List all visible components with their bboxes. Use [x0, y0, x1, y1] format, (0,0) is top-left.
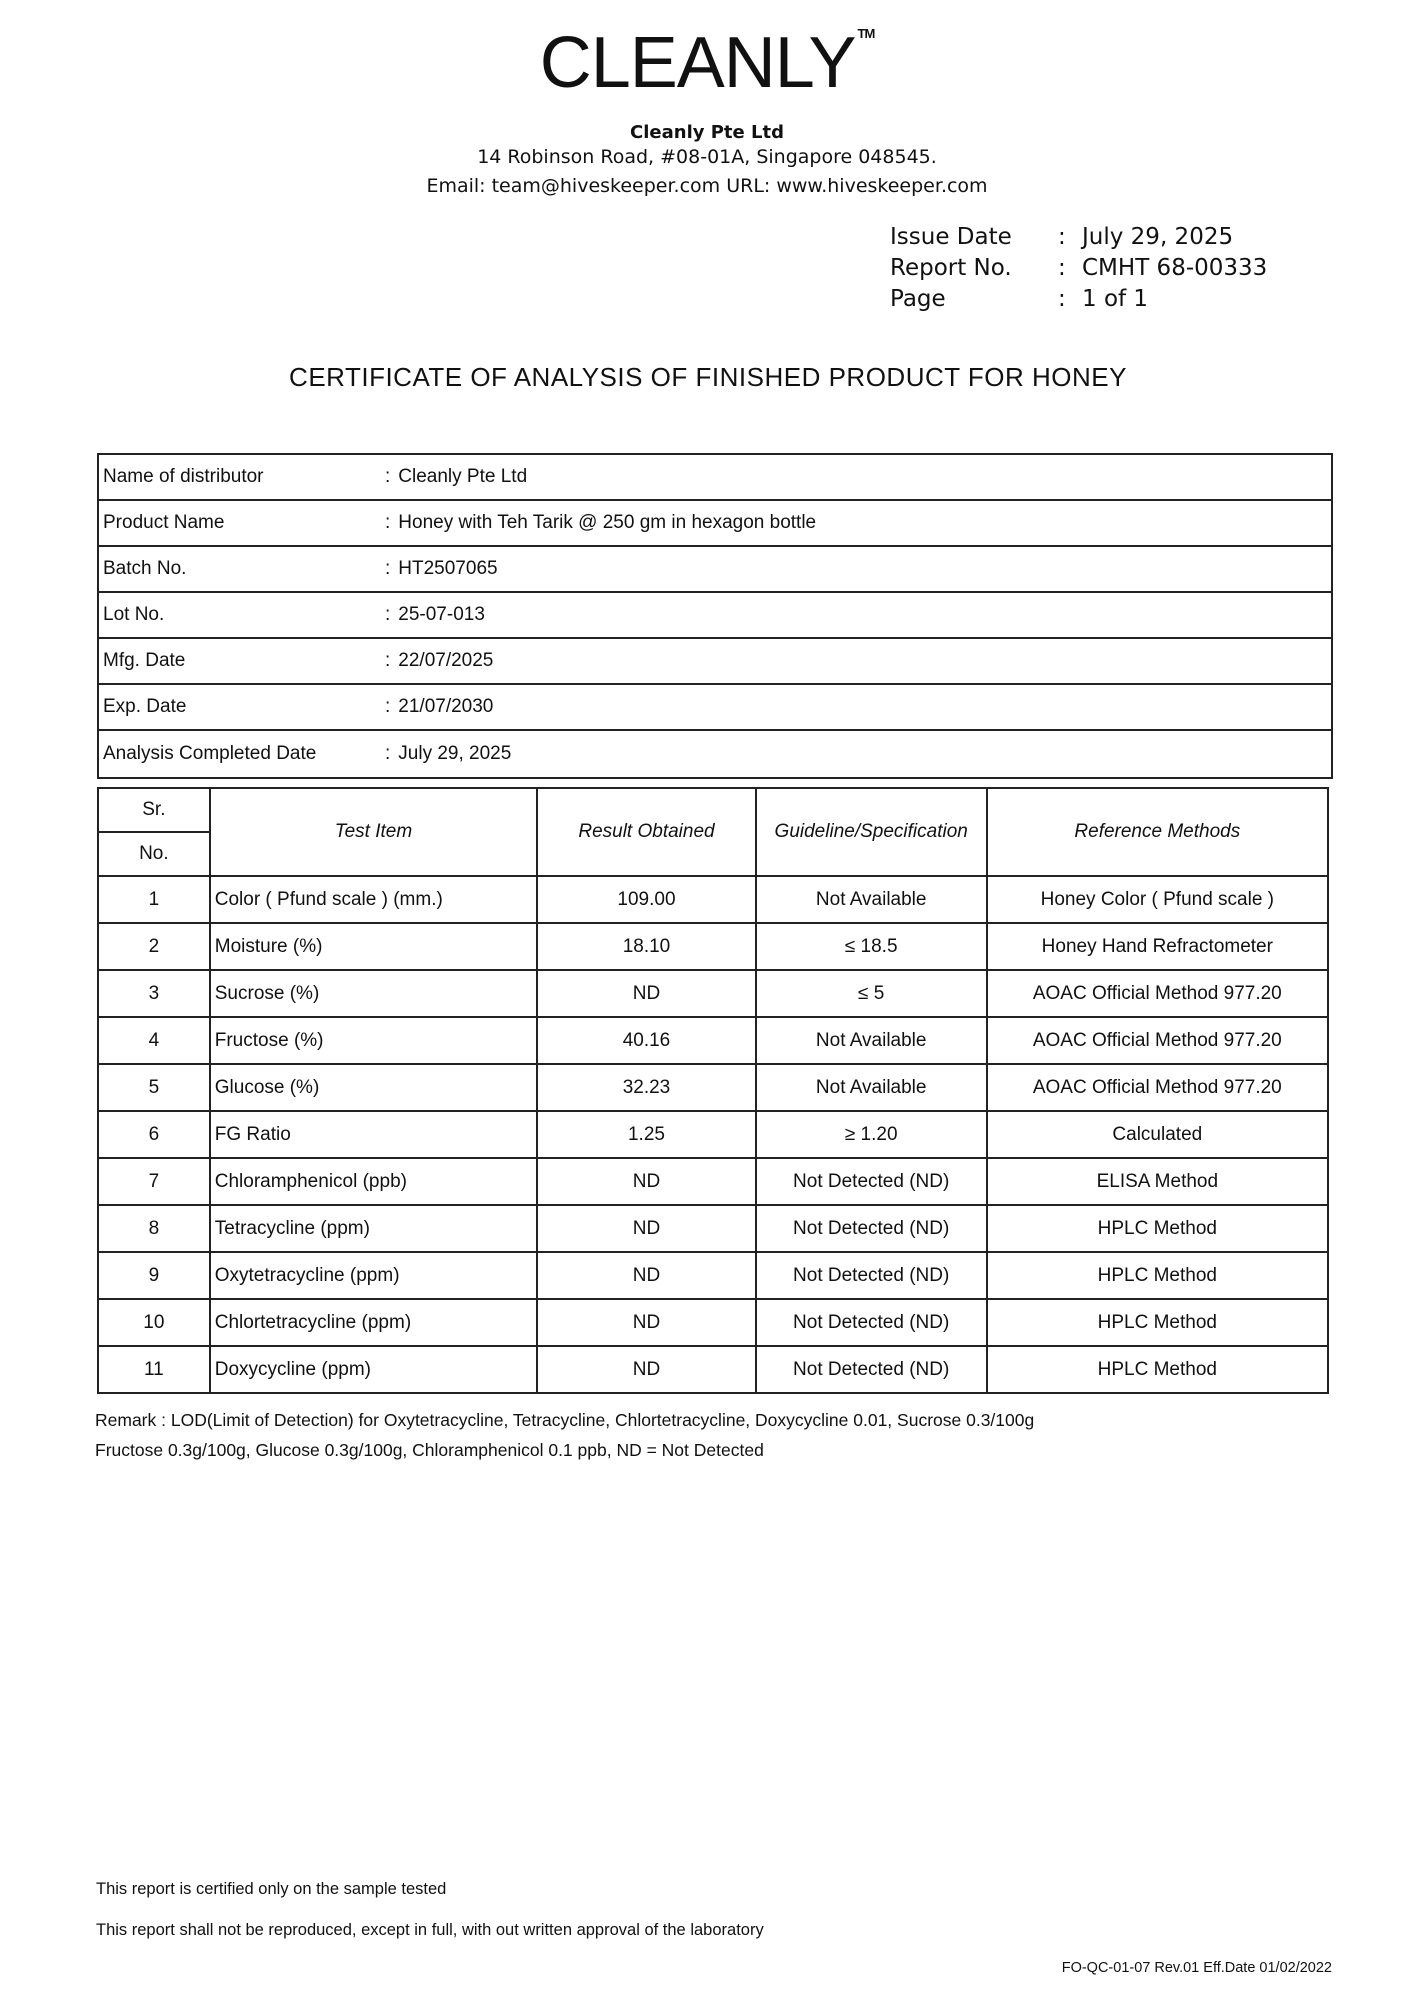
table-header-row [98, 788, 1328, 832]
header-test-item: Test Item [210, 788, 537, 876]
cell-guideline: Not Available [756, 876, 987, 923]
table-row [98, 1346, 1328, 1393]
table-row [98, 1064, 1328, 1111]
remark-line-1: Remark : LOD(Limit of Detection) for Oxytetracycline, Tetracycline, Chlortetracycline, Doxycycline 0.01, Sucrose 0.3/100g [95, 1410, 1035, 1430]
cell-method: Honey Hand Refractometer [987, 923, 1328, 970]
cell-sr: 10 [98, 1299, 210, 1346]
form-code: FO-QC-01-07 Rev.01 Eff.Date 01/02/2022 [1061, 1960, 1332, 1976]
info-row-mfg-date: Mfg. Date : 22/07/2025 [99, 639, 1331, 685]
cell-guideline: ≤ 5 [756, 970, 987, 1017]
meta-value: July 29, 2025 [1082, 224, 1234, 250]
cell-method: AOAC Official Method 977.20 [987, 1064, 1328, 1111]
cell-result: ND [537, 1252, 756, 1299]
cell-result: 40.16 [537, 1017, 756, 1064]
cell-result: 109.00 [537, 876, 756, 923]
cell-guideline: Not Available [756, 1064, 987, 1111]
cell-method: Honey Color ( Pfund scale ) [987, 876, 1328, 923]
cell-result: 18.10 [537, 923, 756, 970]
table-row [98, 1017, 1328, 1064]
info-row-lot-no: Lot No. : 25-07-013 [99, 593, 1331, 639]
cell-guideline: Not Detected (ND) [756, 1158, 987, 1205]
cell-sr: 8 [98, 1205, 210, 1252]
company-logo [0, 22, 1414, 104]
cell-sr: 7 [98, 1158, 210, 1205]
header-result: Result Obtained [537, 788, 756, 876]
header-sr: Sr. [98, 788, 210, 832]
table-row [98, 1252, 1328, 1299]
cell-item: Chlortetracycline (ppm) [210, 1299, 537, 1346]
cell-guideline: Not Detected (ND) [756, 1252, 987, 1299]
footer-certification-note: This report is certified only on the sample tested [96, 1880, 447, 1898]
cell-sr: 9 [98, 1252, 210, 1299]
document-title: CERTIFICATE OF ANALYSIS OF FINISHED PRODUCT FOR HONEY [289, 362, 1127, 392]
meta-label: Issue Date [890, 224, 1012, 250]
company-contact: Email: team@hiveskeeper.com URL: www.hiveskeeper.com [426, 175, 988, 197]
cell-result: ND [537, 1346, 756, 1393]
info-value: 25-07-013 [398, 604, 485, 625]
cell-result: 32.23 [537, 1064, 756, 1111]
table-row [98, 970, 1328, 1017]
info-label: Lot No. [103, 604, 165, 625]
footer-reproduction-note: This report shall not be reproduced, except in full, with out written approval of the laboratory [96, 1921, 764, 1939]
info-label: Analysis Completed Date [103, 743, 317, 764]
cell-sr: 1 [98, 876, 210, 923]
meta-value: CMHT 68-00333 [1082, 255, 1268, 281]
cell-method: AOAC Official Method 977.20 [987, 970, 1328, 1017]
meta-page: Page : 1 of 1 [890, 284, 1267, 315]
info-row-analysis-date: Analysis Completed Date : July 29, 2025 [99, 731, 1331, 777]
cell-guideline: Not Detected (ND) [756, 1346, 987, 1393]
header-method: Reference Methods [987, 788, 1328, 876]
meta-report-no: Report No. : CMHT 68-00333 [890, 253, 1267, 284]
info-value: July 29, 2025 [398, 743, 512, 764]
cell-sr: 2 [98, 923, 210, 970]
cell-sr: 6 [98, 1111, 210, 1158]
cell-guideline: Not Available [756, 1017, 987, 1064]
remark-line-2: Fructose 0.3g/100g, Glucose 0.3g/100g, Chloramphenicol 0.1 ppb, ND = Not Detected [95, 1440, 764, 1460]
table-row [98, 1299, 1328, 1346]
table-row [98, 1158, 1328, 1205]
company-name: Cleanly Pte Ltd [630, 122, 784, 143]
table-row [98, 876, 1328, 923]
cell-result: ND [537, 1299, 756, 1346]
cell-method: HPLC Method [987, 1346, 1328, 1393]
cell-item: Color ( Pfund scale ) (mm.) [210, 876, 537, 923]
cell-method: Calculated [987, 1111, 1328, 1158]
cell-item: Sucrose (%) [210, 970, 537, 1017]
cell-item: Glucose (%) [210, 1064, 537, 1111]
cell-result: ND [537, 1205, 756, 1252]
report-meta [890, 222, 1267, 315]
info-label: Name of distributor [103, 466, 264, 487]
info-label: Batch No. [103, 558, 187, 579]
cell-method: HPLC Method [987, 1252, 1328, 1299]
cell-sr: 4 [98, 1017, 210, 1064]
cell-guideline: Not Detected (ND) [756, 1299, 987, 1346]
info-label: Product Name [103, 512, 225, 533]
cell-sr: 3 [98, 970, 210, 1017]
cell-item: Moisture (%) [210, 923, 537, 970]
info-row-product-name: Product Name : Honey with Teh Tarik @ 250 gm in hexagon bottle [99, 501, 1331, 547]
cell-result: ND [537, 1158, 756, 1205]
info-value: Honey with Teh Tarik @ 250 gm in hexagon bottle [398, 512, 817, 533]
cell-method: ELISA Method [987, 1158, 1328, 1205]
cell-item: FG Ratio [210, 1111, 537, 1158]
info-value: Cleanly Pte Ltd [398, 466, 528, 487]
meta-issue-date: Issue Date : July 29, 2025 [890, 222, 1267, 253]
cell-result: ND [537, 970, 756, 1017]
cell-method: HPLC Method [987, 1299, 1328, 1346]
cell-item: Oxytetracycline (ppm) [210, 1252, 537, 1299]
cell-item: Chloramphenicol (ppb) [210, 1158, 537, 1205]
info-value: 22/07/2025 [398, 650, 494, 671]
cell-item: Fructose (%) [210, 1017, 537, 1064]
test-results-table [97, 787, 1329, 1394]
company-address: 14 Robinson Road, #08-01A, Singapore 048545. [477, 146, 937, 168]
meta-value: 1 of 1 [1082, 286, 1149, 312]
meta-label: Report No. [890, 255, 1012, 281]
cell-method: HPLC Method [987, 1205, 1328, 1252]
cell-item: Tetracycline (ppm) [210, 1205, 537, 1252]
header-guideline: Guideline/Specification [756, 788, 987, 876]
cell-guideline: ≥ 1.20 [756, 1111, 987, 1158]
table-row [98, 1111, 1328, 1158]
cell-result: 1.25 [537, 1111, 756, 1158]
logo-text: CLEANLY [539, 23, 856, 103]
cell-method: AOAC Official Method 977.20 [987, 1017, 1328, 1064]
cell-guideline: Not Detected (ND) [756, 1205, 987, 1252]
header-no: No. [98, 832, 210, 876]
info-row-batch-no: Batch No. : HT2507065 [99, 547, 1331, 593]
table-row [98, 1205, 1328, 1252]
info-row-distributor: Name of distributor : Cleanly Pte Ltd [99, 455, 1331, 501]
meta-label: Page [890, 286, 946, 312]
cell-sr: 11 [98, 1346, 210, 1393]
cell-item: Doxycycline (ppm) [210, 1346, 537, 1393]
info-value: 21/07/2030 [398, 696, 494, 717]
table-row [98, 923, 1328, 970]
info-label: Exp. Date [103, 696, 187, 717]
info-row-exp-date: Exp. Date : 21/07/2030 [99, 685, 1331, 731]
cell-guideline: ≤ 18.5 [756, 923, 987, 970]
cell-sr: 5 [98, 1064, 210, 1111]
remark-block [95, 1405, 1034, 1465]
info-label: Mfg. Date [103, 650, 186, 671]
product-info-table [97, 453, 1333, 779]
info-value: HT2507065 [398, 558, 498, 579]
trademark-mark: TM [857, 26, 875, 41]
